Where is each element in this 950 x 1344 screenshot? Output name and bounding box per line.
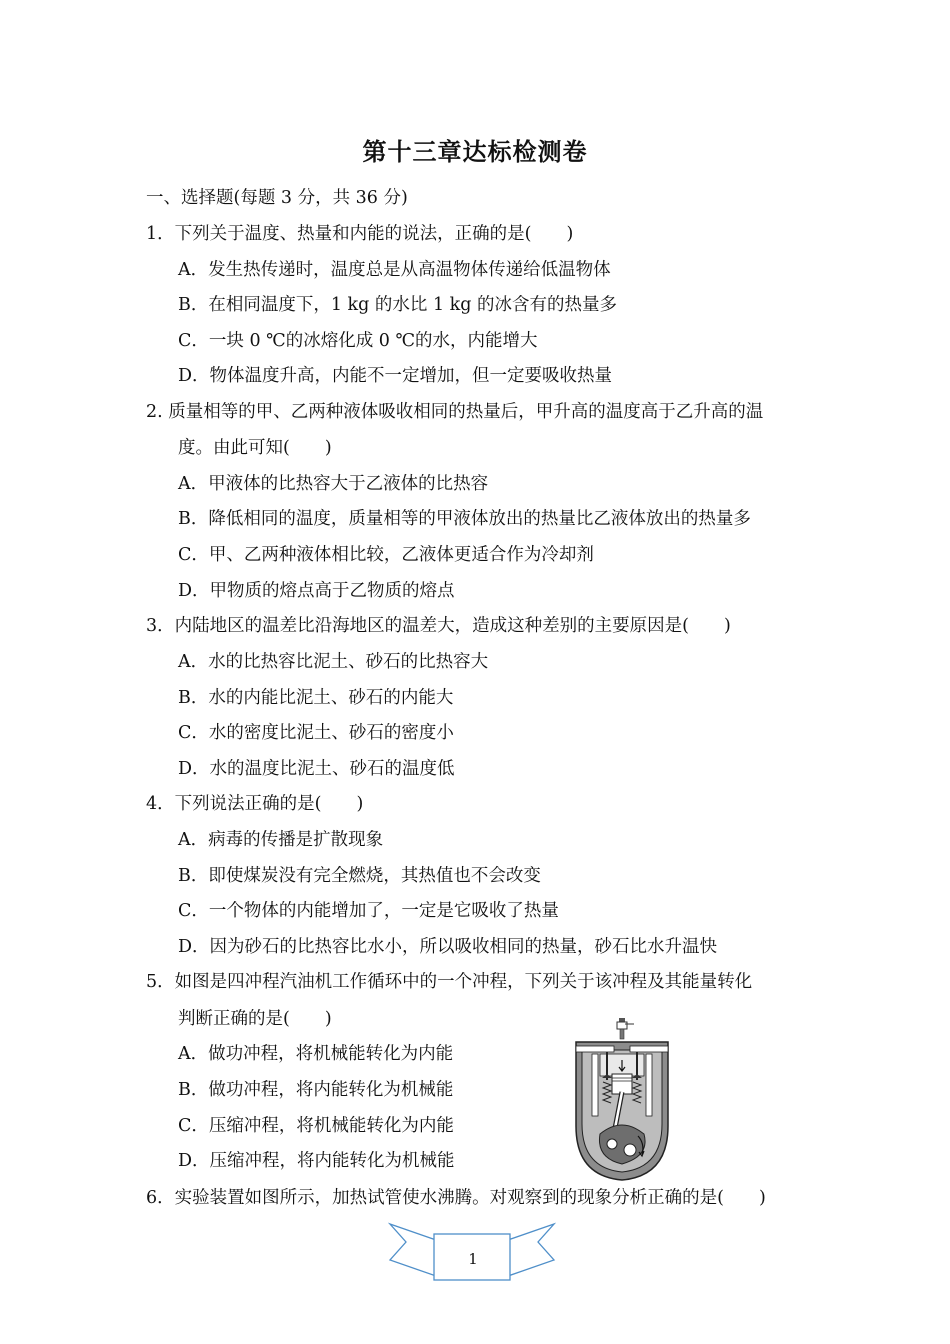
- question-2-option-d: D．甲物质的熔点高于乙物质的熔点: [178, 581, 455, 601]
- question-4-option-c: C．一个物体的内能增加了，一定是它吸收了热量: [178, 901, 559, 921]
- question-5-option-b: B．做功冲程，将内能转化为机械能: [178, 1080, 454, 1100]
- section-heading: 一、选择题(每题 3 分，共 36 分): [146, 188, 408, 208]
- question-4-option-d: D．因为砂石的比热容比水小，所以吸收相同的热量，砂石比水升温快: [178, 937, 718, 957]
- question-1-option-d: D．物体温度升高，内能不一定增加，但一定要吸收热量: [178, 366, 613, 386]
- spark-plug-icon: [617, 1018, 634, 1039]
- question-5-option-d: D．压缩冲程，将内能转化为机械能: [178, 1151, 455, 1171]
- question-1-option-c: C．一块 0 ℃的冰熔化成 0 ℃的水，内能增大: [178, 331, 538, 351]
- question-3-option-a: A．水的比热容比泥土、砂石的比热容大: [178, 652, 489, 672]
- question-2-stem-line-2: 度。由此可知( ): [178, 438, 332, 458]
- question-5-option-c: C．压缩冲程，将机械能转化为内能: [178, 1116, 454, 1136]
- question-4-stem: 4．下列说法正确的是( ): [146, 794, 364, 814]
- question-5-stem-line-1: 5．如图是四冲程汽油机工作循环中的一个冲程，下列关于该冲程及其能量转化: [146, 972, 753, 992]
- page-number: 1: [468, 1250, 478, 1268]
- question-2-option-b: B．降低相同的温度，质量相等的甲液体放出的热量比乙液体放出的热量多: [178, 509, 751, 529]
- question-4-option-a: A．病毒的传播是扩散现象: [178, 830, 384, 850]
- question-1-option-a: A．发生热传递时，温度总是从高温物体传递给低温物体: [178, 260, 611, 280]
- question-1-stem: 1．下列关于温度、热量和内能的说法，正确的是( ): [146, 224, 574, 244]
- question-1-option-b: B．在相同温度下，1 kg 的水比 1 kg 的冰含有的热量多: [178, 295, 618, 315]
- question-4-option-b: B．即使煤炭没有完全燃烧，其热值也不会改变: [178, 866, 541, 886]
- question-3-option-b: B．水的内能比泥土、砂石的内能大: [178, 688, 454, 708]
- page-title: 第十三章达标检测卷: [362, 138, 588, 166]
- engine-cylinder-figure: [572, 1016, 672, 1186]
- question-5-option-a: A．做功冲程，将机械能转化为内能: [178, 1044, 454, 1064]
- question-6-stem: 6．实验装置如图所示，加热试管使水沸腾。对观察到的现象分析正确的是( ): [146, 1188, 766, 1208]
- question-2-option-a: A．甲液体的比热容大于乙液体的比热容: [178, 474, 489, 494]
- question-5-stem-line-2: 判断正确的是( ): [178, 1009, 332, 1029]
- question-2-option-c: C．甲、乙两种液体相比较，乙液体更适合作为冷却剂: [178, 545, 594, 565]
- question-3-option-c: C．水的密度比泥土、砂石的密度小: [178, 723, 454, 743]
- question-2-stem-line-1: 2. 质量相等的甲、乙两种液体吸收相同的热量后，甲升高的温度高于乙升高的温: [146, 402, 764, 422]
- question-3-option-d: D．水的温度比泥土、砂石的温度低: [178, 759, 455, 779]
- question-3-stem: 3．内陆地区的温差比沿海地区的温差大，造成这种差别的主要原因是( ): [146, 616, 731, 636]
